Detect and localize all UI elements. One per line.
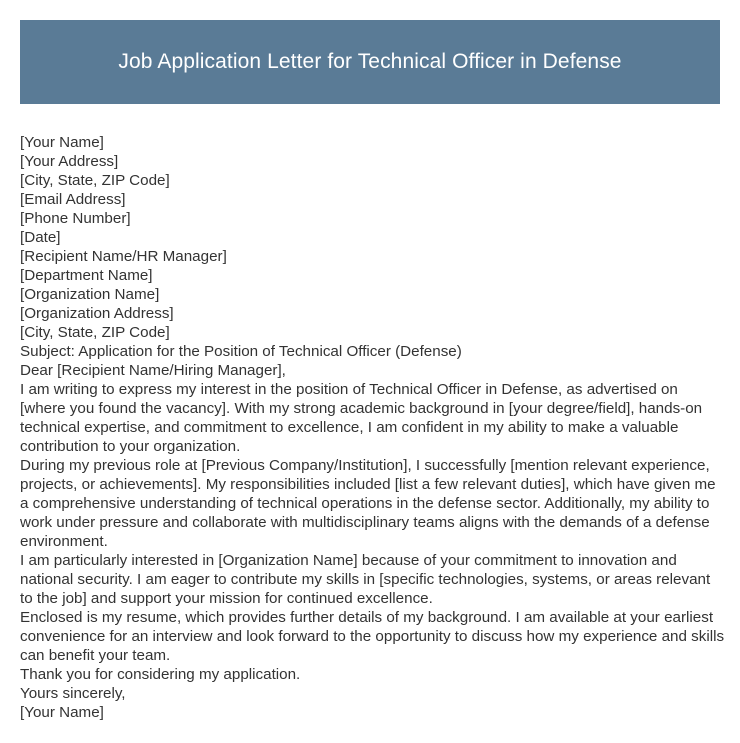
signature-name: [Your Name] (20, 704, 104, 721)
recipient-address: [Organization Address] (20, 305, 174, 322)
recipient-department: [Department Name] (20, 267, 153, 284)
recipient-organization: [Organization Name] (20, 286, 160, 303)
body-paragraph-thanks: Thank you for considering my application. (20, 666, 301, 683)
letter-date: [Date] (20, 229, 61, 246)
letter-body (20, 133, 725, 722)
sender-email: [Email Address] (20, 191, 126, 208)
sender-name: [Your Name] (20, 134, 104, 151)
recipient-city-state-zip: [City, State, ZIP Code] (20, 324, 170, 341)
body-paragraph-experience: During my previous role at [Previous Company/Institution], I successfully [mention relevant experience, projects, or achievements]. My responsibilities included [list a few relevant duties], which have given me a comprehensive understanding of technical operations in the defense sector. Additionally, my ability to work under pressure and collaborate with multidisciplinary teams aligns with the demands of a defense environment. (20, 457, 716, 550)
sender-city-state-zip: [City, State, ZIP Code] (20, 172, 170, 189)
body-paragraph-interest: I am particularly interested in [Organization Name] because of your commitment to innovation and national security. I am eager to contribute my skills in [specific technologies, systems, or areas relevant to the job] and support your mission for continued excellence. (20, 552, 711, 607)
recipient-name: [Recipient Name/HR Manager] (20, 248, 227, 265)
page-title: Job Application Letter for Technical Officer in Defense (118, 50, 622, 73)
body-paragraph-enclosure: Enclosed is my resume, which provides further details of my background. I am available at your earliest convenience for an interview and look forward to the opportunity to discuss how my experience and skills can benefit your team. (20, 609, 725, 664)
sender-phone: [Phone Number] (20, 210, 131, 227)
subject-line: Subject: Application for the Position of Technical Officer (Defense) (20, 343, 462, 360)
body-paragraph-intro: I am writing to express my interest in the position of Technical Officer in Defense, as advertised on [where you found the vacancy]. With my strong academic background in [your degree/field], hands-on technical expertise, and commitment to excellence, I am confident in my ability to make a valuable contribution to your organization. (20, 381, 703, 455)
title-banner (20, 20, 720, 104)
closing: Yours sincerely, (20, 685, 126, 702)
sender-address: [Your Address] (20, 153, 119, 170)
salutation: Dear [Recipient Name/Hiring Manager], (20, 362, 286, 379)
